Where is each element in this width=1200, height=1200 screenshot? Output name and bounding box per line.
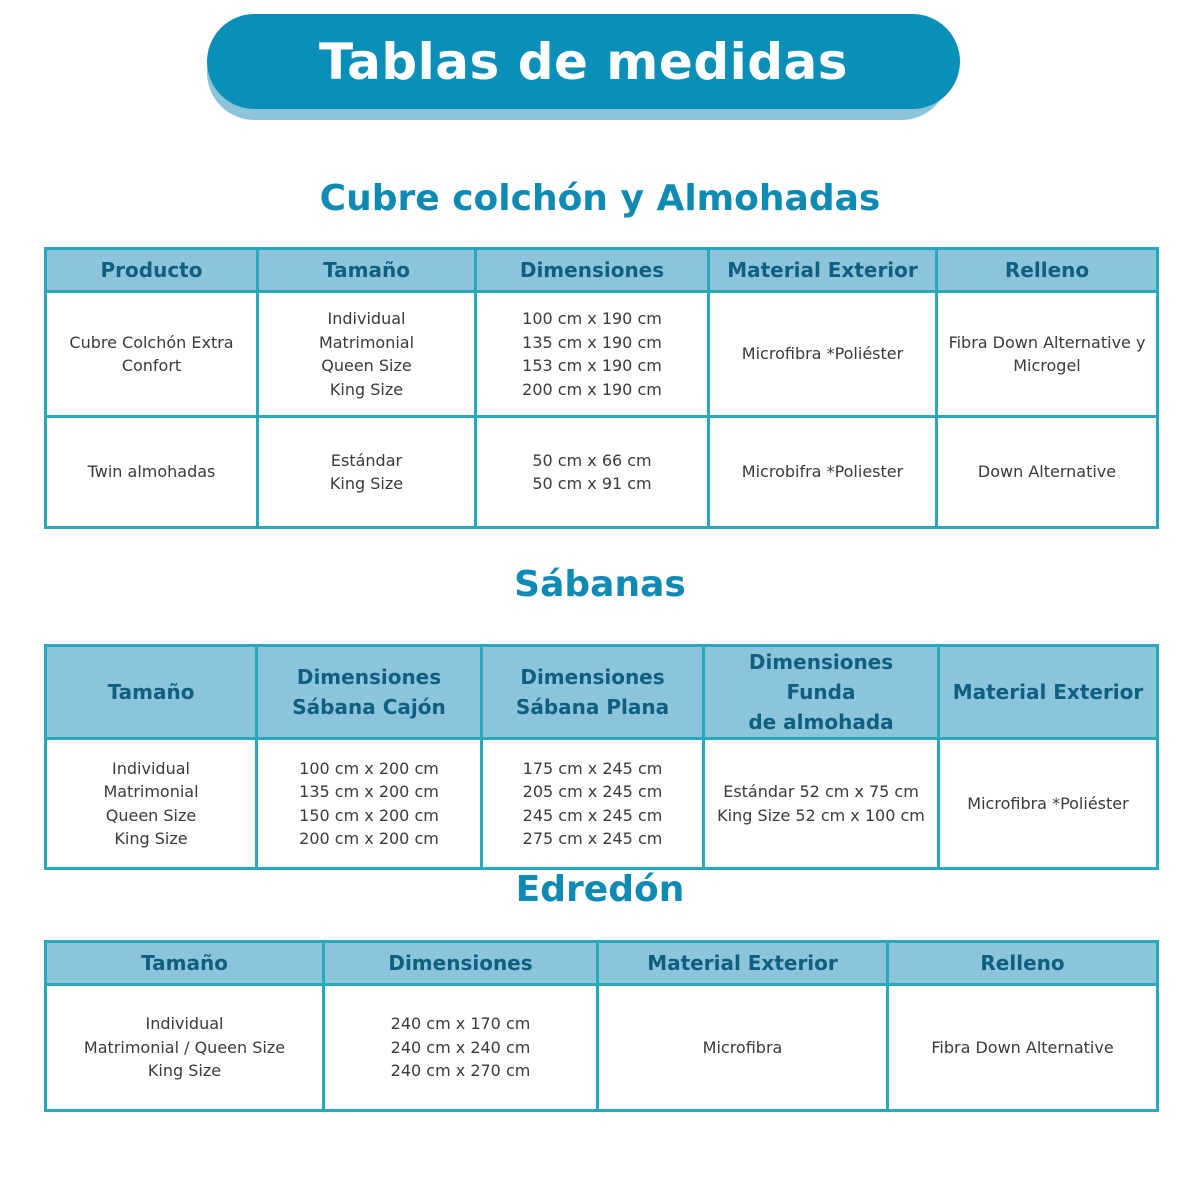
column-header-tamano: Tamaño (258, 249, 476, 292)
table-cell: Microfibra *Poliéster (709, 292, 937, 417)
table-cell: 240 cm x 170 cm 240 cm x 240 cm 240 cm x 270 cm (324, 985, 598, 1111)
table-cell: Fibra Down Alternative y Microgel (937, 292, 1158, 417)
column-header-funda-almohada: Dimensiones Funda de almohada (704, 646, 939, 739)
table-row (46, 739, 1158, 869)
column-header-producto: Producto (46, 249, 258, 292)
column-header-material-exterior: Material Exterior (709, 249, 937, 292)
table-cell: Individual Matrimonial Queen Size King Size (258, 292, 476, 417)
table-cell: 100 cm x 200 cm 135 cm x 200 cm 150 cm x 200 cm 200 cm x 200 cm (257, 739, 482, 869)
table-cell: Down Alternative (937, 417, 1158, 528)
title-banner (207, 14, 960, 120)
table-cell: Individual Matrimonial / Queen Size King Size (46, 985, 324, 1111)
table-cell: Individual Matrimonial Queen Size King Size (46, 739, 257, 869)
column-header-material-exterior: Material Exterior (939, 646, 1158, 739)
table-cell: Estándar 52 cm x 75 cm King Size 52 cm x 100 cm (704, 739, 939, 869)
column-header-tamano: Tamaño (46, 942, 324, 985)
column-header-sabana-cajon: Dimensiones Sábana Cajón (257, 646, 482, 739)
column-header-dimensiones: Dimensiones (324, 942, 598, 985)
table-row (46, 985, 1158, 1111)
column-header-relleno: Relleno (937, 249, 1158, 292)
table-sabanas (44, 644, 1159, 870)
column-header-tamano: Tamaño (46, 646, 257, 739)
column-header-dimensiones: Dimensiones (476, 249, 709, 292)
table-cell: Microfibra *Poliéster (939, 739, 1158, 869)
table-row (46, 292, 1158, 417)
column-header-sabana-plana: Dimensiones Sábana Plana (482, 646, 704, 739)
table-header-row (46, 249, 1158, 292)
column-header-relleno: Relleno (888, 942, 1158, 985)
column-header-material-exterior: Material Exterior (598, 942, 888, 985)
section-heading-sabanas: Sábanas (514, 564, 686, 605)
table-cubre-colchon (44, 247, 1159, 529)
table-cell: Twin almohadas (46, 417, 258, 528)
table-header-row (46, 942, 1158, 985)
table-edredon (44, 940, 1159, 1112)
table-header-row (46, 646, 1158, 739)
table-cell: 175 cm x 245 cm 205 cm x 245 cm 245 cm x 245 cm 275 cm x 245 cm (482, 739, 704, 869)
section-heading-cubre-colchon: Cubre colchón y Almohadas (319, 178, 881, 219)
table-cell: 50 cm x 66 cm 50 cm x 91 cm (476, 417, 709, 528)
table-cell: Microfibra (598, 985, 888, 1111)
table-cell: Estándar King Size (258, 417, 476, 528)
table-row (46, 417, 1158, 528)
table-cell: Fibra Down Alternative (888, 985, 1158, 1111)
table-cell: Microbifra *Poliester (709, 417, 937, 528)
table-cell: 100 cm x 190 cm 135 cm x 190 cm 153 cm x 190 cm 200 cm x 190 cm (476, 292, 709, 417)
page-title: Tablas de medidas (207, 14, 960, 109)
section-heading-edredon: Edredón (515, 869, 685, 910)
table-cell: Cubre Colchón Extra Confort (46, 292, 258, 417)
